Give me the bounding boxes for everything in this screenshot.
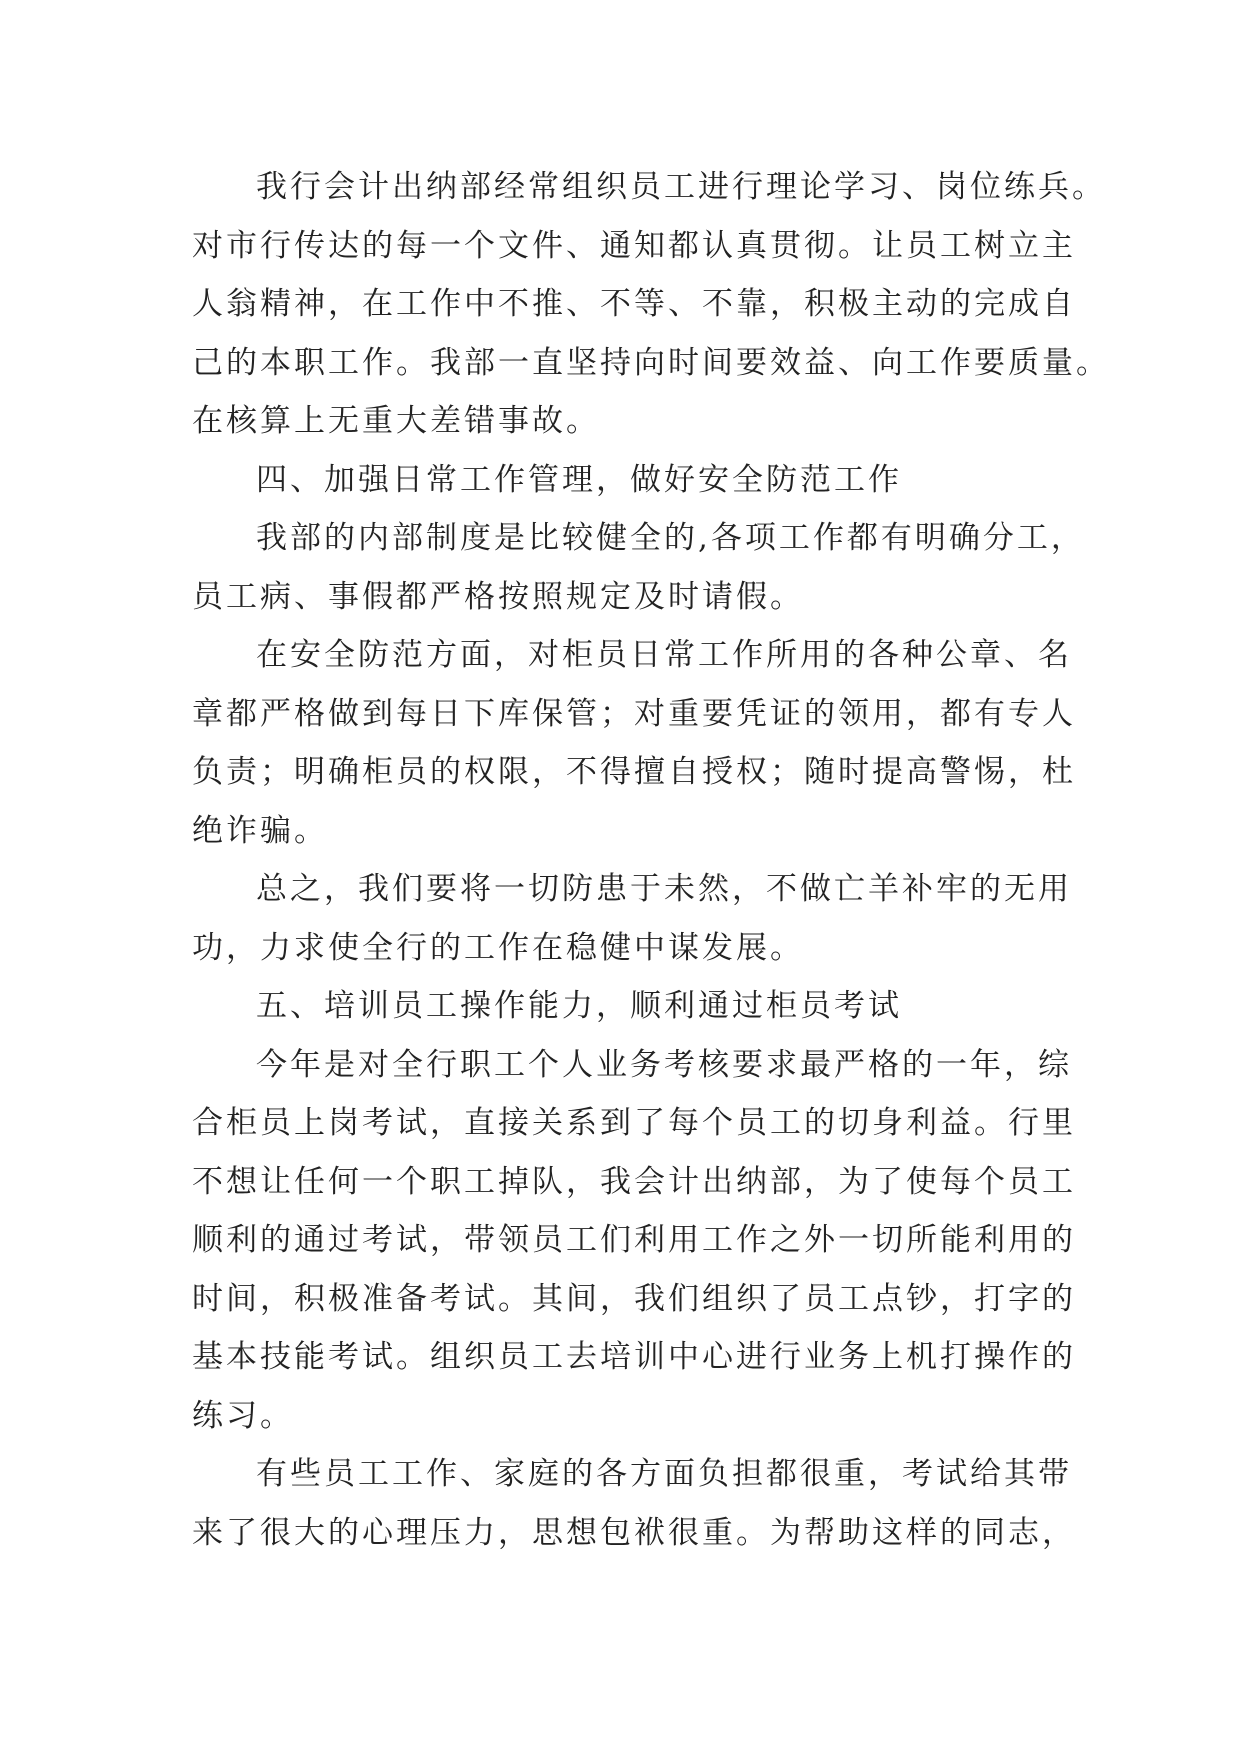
paragraph-line: 在安全防范方面，对柜员日常工作所用的各种公章、名 [256,637,1072,673]
paragraph-line: 在核算上无重大差错事故。 [192,403,600,439]
paragraph-line: 人翁精神，在工作中不推、不等、不靠，积极主动的完成自 [192,286,1076,322]
paragraph-line: 有些员工工作、家庭的各方面负担都很重，考试给其带 [256,1456,1072,1492]
paragraph-line: 今年是对全行职工个人业务考核要求最严格的一年，综 [256,1046,1072,1083]
document-body [192,158,1152,1562]
paragraph-line: 绝诈骗。 [192,812,328,849]
paragraph-line: 对市行传达的每一个文件、通知都认真贯彻。让员工树立主 [192,227,1076,264]
paragraph-line: 来了很大的心理压力，思想包袱很重。为帮助这样的同志， [192,1514,1076,1551]
paragraph-line: 练习。 [192,1397,294,1434]
paragraph-line: 顺利的通过考试，带领员工们利用工作之外一切所能利用的 [192,1222,1076,1258]
paragraph-line: 我部的内部制度是比较健全的,各项工作都有明确分工， [256,520,1085,556]
section-heading: 四、加强日常工作管理，做好安全防范工作 [256,461,902,498]
paragraph-line: 章都严格做到每日下库保管；对重要凭证的领用，都有专人 [192,695,1076,732]
paragraph-line: 员工病、事假都严格按照规定及时请假。 [192,578,804,615]
section-heading: 五、培训员工操作能力，顺利通过柜员考试 [256,988,902,1024]
paragraph-line: 功，力求使全行的工作在稳健中谋发展。 [192,929,804,966]
paragraph-line: 己的本职工作。我部一直坚持向时间要效益、向工作要质量。 [192,344,1110,381]
paragraph-line: 负责；明确柜员的权限，不得擅自授权；随时提高警惕，杜 [192,754,1076,790]
paragraph-line: 总之，我们要将一切防患于未然，不做亡羊补牢的无用 [256,871,1072,907]
paragraph-line: 不想让任何一个职工掉队，我会计出纳部，为了使每个员工 [192,1163,1076,1200]
paragraph-line: 基本技能考试。组织员工去培训中心进行业务上机打操作的 [192,1339,1076,1375]
paragraph-line: 合柜员上岗考试，直接关系到了每个员工的切身利益。行里 [192,1105,1076,1141]
paragraph-line: 时间，积极准备考试。其间，我们组织了员工点钞，打字的 [192,1280,1076,1317]
paragraph-line: 我行会计出纳部经常组织员工进行理论学习、岗位练兵。 [256,169,1106,205]
